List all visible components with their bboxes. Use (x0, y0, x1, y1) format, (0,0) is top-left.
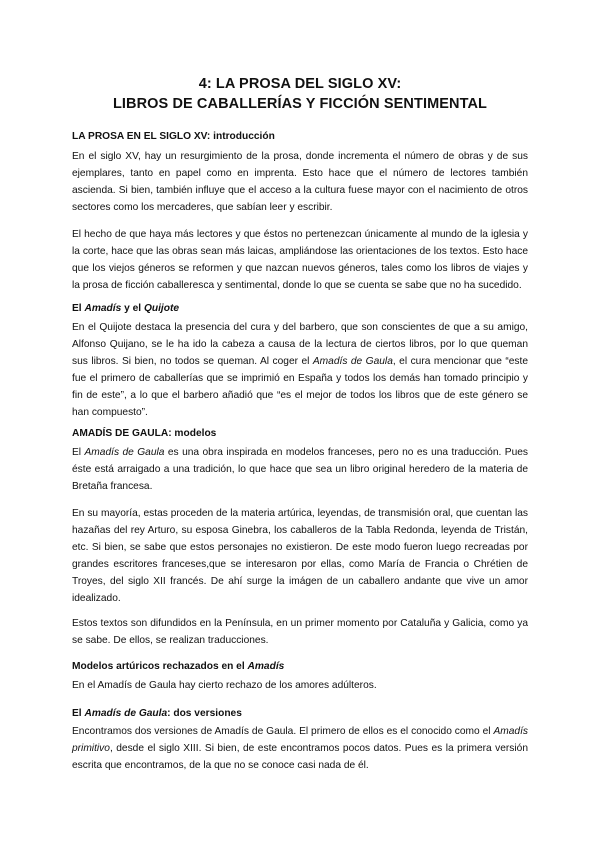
chapter-title-line-2: LIBROS DE CABALLERÍAS Y FICCIÓN SENTIMENTAL (112, 96, 488, 112)
section-heading-modelos: AMADÍS DE GAULA: modelos (72, 428, 217, 439)
section-heading-rechazados: Modelos artúricos rechazados en el Amadís (72, 661, 285, 672)
paragraph-rechazados: En el Amadís de Gaula hay cierto rechazo de los amores adúlteros. (72, 680, 377, 691)
paragraph-intro-2: El hecho de que haya más lectores y que éstos no pertenezcan únicamente al mundo de la iglesia y la corte, hace que las obras sean más laicas, ampliándose las orientaciones de los textos. Esto hace que los viejos géneros se reformen y que nazcan nuevos géneros, tales como los libros de viajes y la prosa de ficción caballeresca y sentimental, donde lo que se cuenta se sabe que no ha sucedido. (72, 229, 528, 291)
section-heading-versiones: El Amadís de Gaula: dos versiones (72, 708, 242, 719)
chapter-title-line-1: 4: LA PROSA DEL SIGLO XV: (198, 76, 402, 92)
section-heading-amadis-quijote: El Amadís y el Quijote (72, 303, 180, 314)
section-heading-intro: LA PROSA EN EL SIGLO XV: introducción (72, 131, 275, 142)
paragraph-amadis-quijote: En el Quijote destaca la presencia del cura y del barbero, que son conscientes de que a su amigo, Alfonso Quijano, se le ha ido la cabeza a causa de la lectura de ciertos libros, por lo que queman sus libros. Si bien, no todos se queman. Al coger el Amadís de Gaula, el cura mencionar que “este fue el primero de caballerías que se imprimió en España y todos los demás han tomado principio y fin de este”, a lo que el barbero añadió que “es el mejor de todos los libros que de este género se han compuesto”. (72, 322, 528, 418)
paragraph-modelos-3: Estos textos son difundidos en la Península, en un primer momento por Cataluña y Galicia, como ya se sabe. De ellos, se realizan traducciones. (72, 618, 528, 646)
paragraph-modelos-2: En su mayoría, estas proceden de la materia artúrica, leyendas, de transmisión oral, que cuentan las hazañas del rey Arturo, su esposa Ginebra, los caballeros de la Tabla Redonda, leyenda de Tristán, etc. Si bien, se sabe que estos personajes no existieron. De este modo fueron luego recreadas por grandes escritores franceses,que se interesaron por ellas, como María de Francia o Chrétien de Troyes, del siglo XII francés. De ahí surge la imágen de un caballero andante que vive un amor idealizado. (72, 508, 528, 604)
paragraph-modelos-1: El Amadís de Gaula es una obra inspirada en modelos franceses, pero no es una traducción. Pues éste está arraigado a una tradición, lo que hace que sea un libro original heredero de la materia de Bretaña francesa. (72, 447, 528, 492)
paragraph-intro-1: En el siglo XV, hay un resurgimiento de la prosa, donde incrementa el número de obras y de sus ejemplares, tanto en papel como en imprenta. Esto hace que el número de lectores también ascienda. Si bien, también influye que el acceso a la cultura fuese mayor con el nacimiento de otros sectores como los mercaderes, que sabían leer y escribir. (72, 151, 528, 213)
paragraph-versiones: Encontramos dos versiones de Amadís de Gaula. El primero de ellos es el conocido como el Amadís primitivo, desde el siglo XIII. Si bien, de este encontramos pocos datos. Pues es la primera versión escrita que encontramos, de la que no se conoce casi nada de él. (72, 726, 528, 771)
